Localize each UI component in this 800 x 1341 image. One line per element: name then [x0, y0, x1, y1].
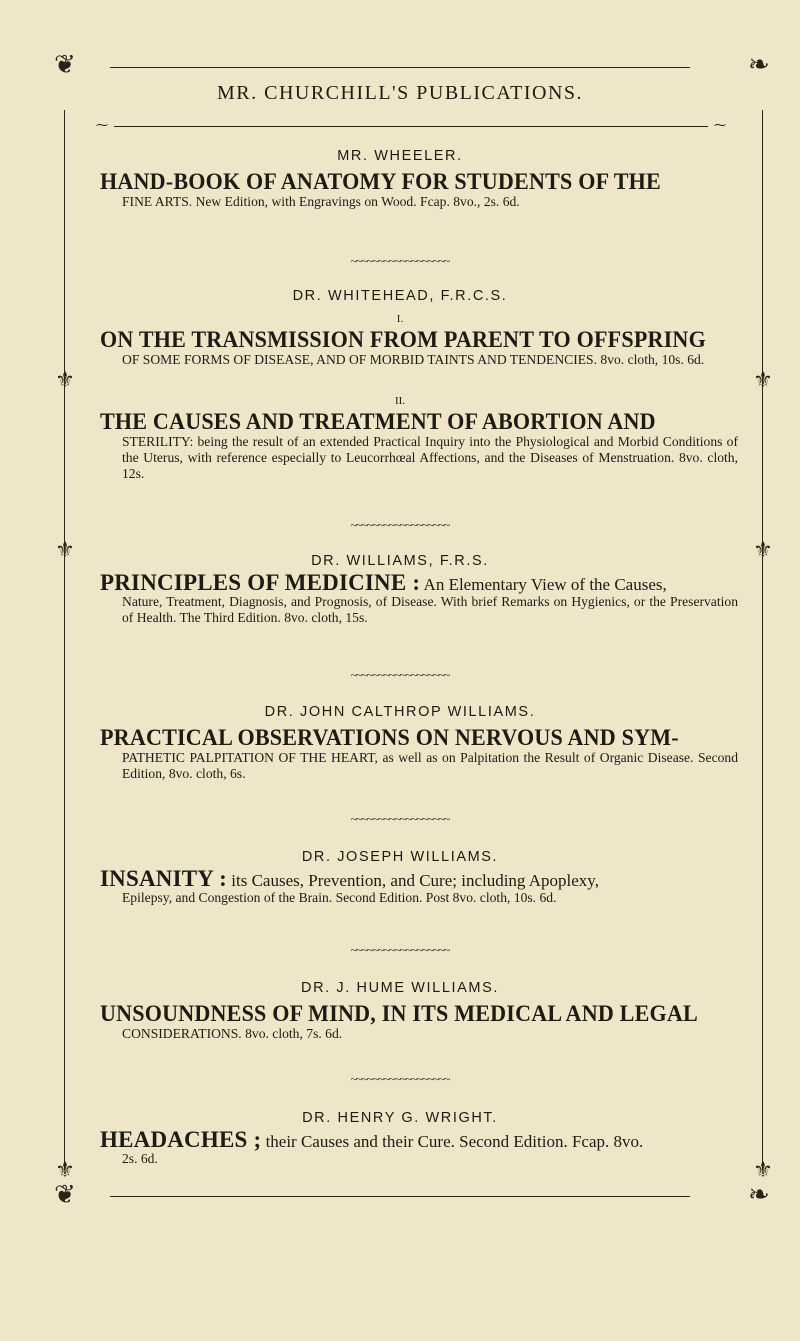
book-title: ON THE TRANSMISSION FROM PARENT TO OFFSPRING: [100, 327, 706, 352]
left-fleuron-icon: ⚜: [55, 1158, 75, 1183]
author-heading: DR. HENRY G. WRIGHT.: [302, 1110, 498, 1126]
author-heading: DR. JOSEPH WILLIAMS.: [301, 849, 499, 865]
left-fleuron-icon: ⚜: [55, 538, 75, 563]
wavy-rule-icon: ~~~~~~~~~~~~~~~~~~: [350, 518, 450, 532]
book-entry: [100, 866, 738, 906]
author-heading: DR. JOHN CALTHROP WILLIAMS.: [264, 704, 536, 720]
book-details: FINE ARTS. New Edition, with Engravings on Wood. Fcap. 8vo., 2s. 6d.: [122, 194, 520, 209]
wavy-rule-icon: ~~~~~~~~~~~~~~~~~~: [350, 1072, 450, 1086]
book-details: 2s. 6d.: [122, 1151, 158, 1166]
wavy-rule-icon: ~~~~~~~~~~~~~~~~~~: [350, 668, 450, 682]
page-header: MR. CHURCHILL'S PUBLICATIONS.: [216, 82, 584, 104]
wavy-rule-icon: ~~~~~~~~~~~~~~~~~~: [350, 812, 450, 826]
book-subtitle: their Causes and their Cure. Second Edition. Fcap. 8vo.: [261, 1132, 644, 1151]
book-numeral: I.: [396, 313, 404, 325]
wavy-rule-icon: ~~~~~~~~~~~~~~~~~~: [350, 943, 450, 957]
right-fleuron-icon: ⚜: [753, 1158, 773, 1183]
left-border: [64, 110, 65, 1170]
right-fleuron-icon: ⚜: [753, 368, 773, 393]
top-border: [110, 67, 690, 68]
top-left-corner-icon: ❦: [54, 50, 76, 80]
author-heading: DR. WILLIAMS, F.R.S.: [311, 553, 489, 569]
header-rule: ⁓ ⁓: [96, 118, 726, 132]
bottom-left-corner-icon: ❦: [54, 1180, 76, 1210]
bottom-border: [110, 1196, 690, 1197]
book-entry: [100, 570, 738, 626]
book-entry: [100, 1127, 738, 1167]
book-title: HEADACHES ;: [100, 1127, 262, 1152]
top-right-corner-icon: ❧: [748, 50, 770, 80]
book-title: PRINCIPLES OF MEDICINE :: [100, 570, 421, 595]
book-details: Epilepsy, and Congestion of the Brain. Second Edition. Post 8vo. cloth, 10s. 6d.: [122, 890, 557, 905]
book-entry: [100, 170, 738, 210]
book-entry: [100, 726, 738, 782]
book-title: PRACTICAL OBSERVATIONS ON NERVOUS AND SYM-: [100, 725, 679, 750]
book-title: UNSOUNDNESS OF MIND, IN ITS MEDICAL AND LEGAL: [100, 1001, 698, 1026]
right-border: [762, 110, 763, 1170]
left-fleuron-icon: ⚜: [55, 368, 75, 393]
book-details: PATHETIC PALPITATION OF THE HEART, as well as on Palpitation the Result of Organic Disease. Second Edition, 8vo. cloth, 6s.: [122, 750, 738, 781]
book-details: CONSIDERATIONS. 8vo. cloth, 7s. 6d.: [122, 1026, 343, 1041]
wavy-rule-icon: ~~~~~~~~~~~~~~~~~~: [350, 254, 450, 268]
book-title: THE CAUSES AND TREATMENT OF ABORTION AND: [100, 409, 656, 434]
book-subtitle: its Causes, Prevention, and Cure; including Apoplexy,: [227, 871, 599, 890]
book-subtitle: An Elementary View of the Causes,: [420, 575, 667, 594]
author-heading: DR. J. HUME WILLIAMS.: [301, 980, 499, 996]
bottom-right-corner-icon: ❧: [748, 1180, 770, 1210]
book-entry: [100, 1002, 738, 1042]
book-numeral: II.: [394, 395, 406, 407]
book-details: OF SOME FORMS OF DISEASE, AND OF MORBID TAINTS AND TENDENCIES. 8vo. cloth, 10s. 6d.: [122, 352, 705, 367]
book-title: HAND-BOOK OF ANATOMY FOR STUDENTS OF THE: [100, 169, 661, 194]
book-entry: [100, 328, 738, 368]
book-title: INSANITY :: [100, 866, 228, 891]
book-details: Nature, Treatment, Diagnosis, and Prognosis, of Disease. With brief Remarks on Hygienics, or the Preservation of Health. The Third Edition. 8vo. cloth, 15s.: [122, 594, 738, 625]
author-heading: DR. WHITEHEAD, F.R.C.S.: [292, 288, 508, 304]
author-heading: MR. WHEELER.: [337, 148, 463, 164]
book-entry: [100, 410, 738, 482]
right-fleuron-icon: ⚜: [753, 538, 773, 563]
book-details: STERILITY: being the result of an extended Practical Inquiry into the Physiological and Morbid Conditions of the Uterus, with reference especially to Leucorrhœal Affections, and the Diseases of Menstruation. 8vo. cloth, 12s.: [122, 434, 738, 481]
